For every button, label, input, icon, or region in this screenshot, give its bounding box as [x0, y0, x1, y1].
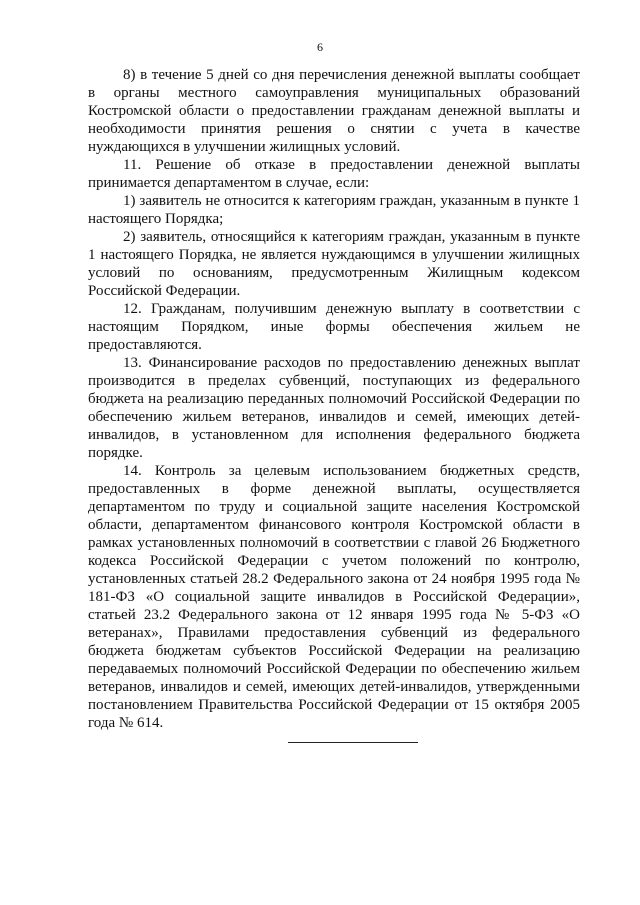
paragraph-section-11: 11. Решение об отказе в предоставлении денежной выплаты принимается департаментом в случае, если: [88, 157, 580, 191]
paragraph-section-12: 12. Гражданам, получившим денежную выплату в соответствии с настоящим Порядком, иные формы обеспечения жильем не предоставляются. [88, 301, 580, 353]
end-separator-line [288, 742, 418, 743]
paragraph-section-14: 14. Контроль за целевым использованием бюджетных средств, предоставленных в форме денежной выплаты, осуществляется департаментом по труду и социальной защите населения Костромской области, департаментом финансового контроля Костромской области в рамках установленных полномочий в соответствии с главой 26 Бюджетного кодекса Российской Федерации с учетом положений по контролю, установленных статьей 28.2 Федерального закона от 24 ноября 1995 года № 181-ФЗ «О социальной защите инвалидов в Российской Федерации», статьей 23.2 Федерального закона от 12 января 1995 года № 5-ФЗ «О ветеранах», Правилами предоставления субвенций из федерального бюджета бюджетам субъектов Российской Федерации на реализацию передаваемых полномочий Российской Федерации по обеспечению жильем ветеранов, инвалидов и семей, имеющих детей-инвалидов, утвержденными постановлением Правительства Российской Федерации от 15 октября 2005 года № 614. [88, 463, 580, 731]
paragraph-item-2: 2) заявитель, относящийся к категориям граждан, указанным в пункте 1 настоящего Порядка, не является нуждающимся в улучшении жилищных условий по основаниям, предусмотренным Жилищным кодексом Российской Федерации. [88, 229, 580, 299]
paragraph-item-8: 8) в течение 5 дней со дня перечисления денежной выплаты сообщает в органы местного самоуправления муниципальных образований Костромской области о предоставлении гражданам денежной выплаты и необходимости принятия решения о снятии с учета в качестве нуждающихся в улучшении жилищных условий. [88, 67, 580, 155]
paragraph-item-1: 1) заявитель не относится к категориям граждан, указанным в пункте 1 настоящего Порядка; [88, 193, 580, 227]
paragraph-section-13: 13. Финансирование расходов по предоставлению денежных выплат производится в пределах субвенций, поступающих из федерального бюджета на реализацию переданных полномочий Российской Федерации по обеспечению жильем ветеранов, инвалидов и семей, имеющих детей-инвалидов, в установленном для исполнения федерального бюджета порядке. [88, 355, 580, 461]
page-number: 6 [317, 40, 323, 54]
document-body [88, 66, 580, 732]
